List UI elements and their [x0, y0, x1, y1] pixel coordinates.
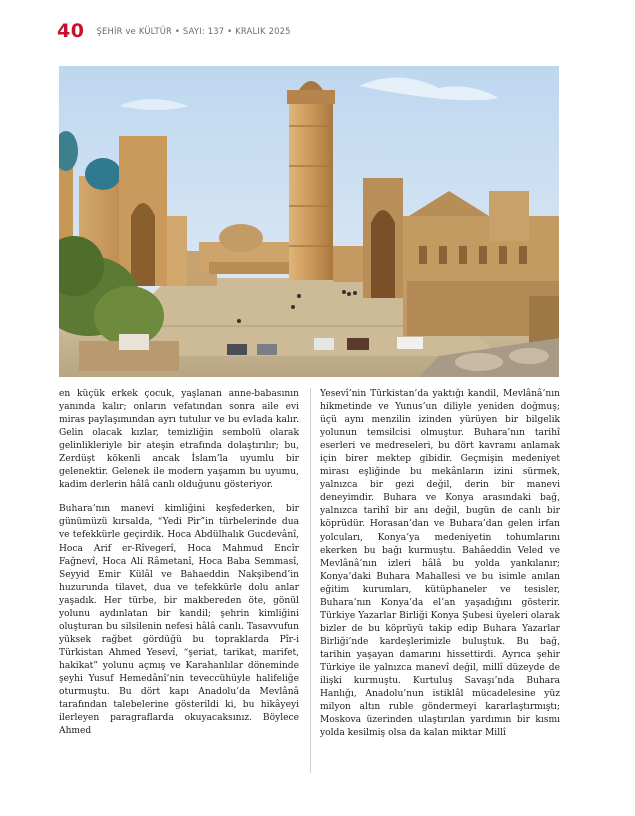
page-header	[57, 19, 291, 43]
bukhara-kalon-photo	[59, 66, 559, 377]
text-column-right	[320, 388, 560, 740]
column-divider	[310, 388, 311, 773]
text-column-left	[59, 388, 299, 749]
masthead: ŞEHİR ve KÜLTÜR • SAYI: 137 • KRALIK 2025	[96, 26, 291, 36]
body-paragraph: Buhara’nın manevi kimliğini keşfederken, bir günümüzü kırsalda, “Yedi Pir”in türbelerinde dua ve tefekkürle geçirdik. Hoca Abdülhalık Gucdevânî, Hoca Arif er-Rîvegerî, Hoca Mahmud Encîr Fağnevî, Hoca Ali Râmetanî, Hoca Baba Semmasî, Seyyid Emir Külâl ve Bahaeddin Nakşibend’in huzurunda tilavet, dua ve tefekkürle dolu anlar yaşadık. Her türbe, bir makbereden öte, gönül yolunu aydınlatan bir kandil; şehrin kimliğini oluşturan bu silsilenin nefesi hâlâ canlı. Tasavvufun yüksek rağbet gördüğü bu topraklarda Pîr-i Türkistan Ahmed Yesevî, “şeriat, tarikat, marifet, hakikat” yolunu açmış ve Karahanlılar döneminde şeyhi Yusuf Hemedânî’nin teveccühüyle halifeliğe oturmuştu. Bu dört kapı Anadolu’da Mevlânâ tarafından talebelerine gösterildi ki, bu hikâyeyi ilerleyen paragraflarda okuyacaksınız. Böylece Ahmed	[59, 504, 299, 737]
page-number: 40	[57, 20, 85, 42]
body-paragraph: Yesevî’nin Türkistan’da yaktığı kandil, Mevlânâ’nın hikmetinde ve Yunus’un diliyle yeniden doğmuş; üçü aynı menzilin izinden yürüyen bir bilgelik yolunun temsilcisi olmuştur. Buhara’nın tarihî eserleri ve medreseleri, bu dört kavramı anlamak için birer mektep gibidir. Geçmişin medeniyet mirası eşliğinde bu mekânların izini sürmek, yalnızca bir gezi değil, derin bir manevi deneyimdir. Buhara ve Konya arasındaki bağ, yalnızca tarihî bir anı değil, bugün de canlı bir köprüdür. Horasan’dan ve Buhara’dan gelen irfan yolcuları, Konya’ya medeniyetin tohumlarını ekerken bu bağı kurmuştu. Bahâeddin Veled ve Mevlânâ’nın izleri hâlâ bu yolda yankılanır; Konya’daki Buhara Mahallesi ve bu isimle anılan eğitim kurumları, kütüphaneler ve tesisler, Buhara’nın Konya’da el’an yaşadığını gösterir. Türkiye Yazarlar Birliği Konya Şubesi üyeleri olarak bizler de bu köprüyü takip edip Buhara Yazarlar Birliği’nde kardeşlerimizle buluştuk. Bu bağ, tarihin yaşayan damarını hissettirdi. Ayrıca şehir Türkiye ile yalnızca manevî değil, millî düzeyde de ilişki kurmuştu. Kurtuluş Savaşı’nda Buhara Hanlığı, Anadolu’nun istiklâl mücadelesine yüz milyon altın ruble göndermeyi kararlaştırmıştı; Moskova üzerinden ulaştırılan yardımın bir kısmı yolda kesilmiş olsa da kalan miktar Millî	[320, 389, 560, 739]
body-paragraph: en küçük erkek çocuk, yaşlanan anne-babasının yanında kalır; onların vefatından sonra aile evi miras paylaşımından ayrı tutulur ve bu evlada kalır. Gelin olacak kızlar, temizliğin sembolü olarak gelinlikleriyle bir ateşin etrafında dolaştırılır; bu, Zerdüşt kökenli ancak İslam’la uyumlu bir gelenektir. Gelenek ile modern yaşamın bu uyumu, kadim derlerin hâlâ canlı olduğunu gösteriyor.	[59, 389, 299, 491]
